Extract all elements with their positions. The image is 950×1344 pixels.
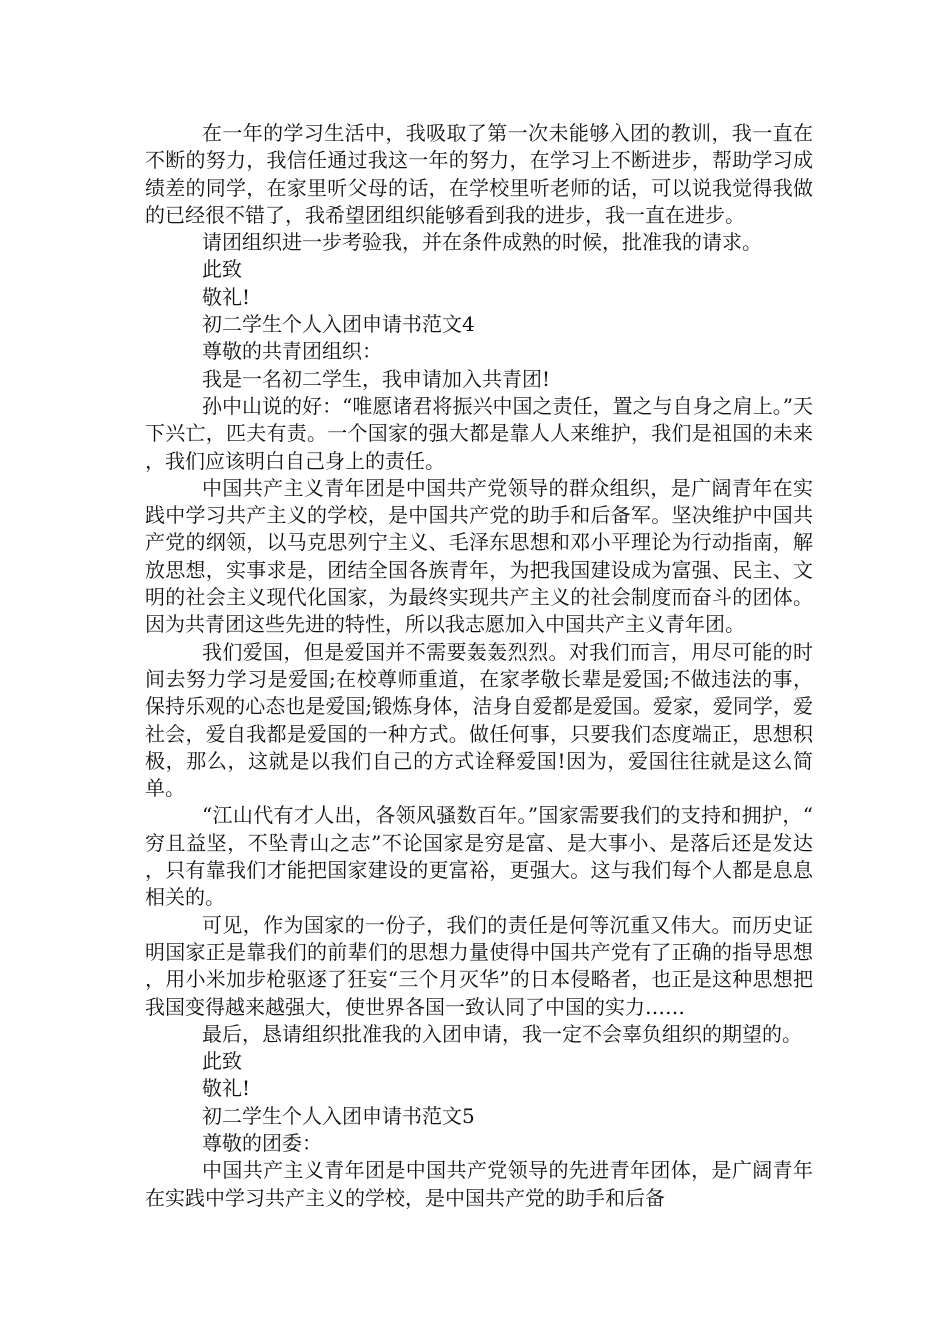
- letter-greeting: 尊敬的共青团组织：: [202, 339, 382, 364]
- paragraph-intro: 我是一名初二学生，我申请加入共青团!: [202, 366, 551, 391]
- paragraph-patriotism: 我们爱国，但是爱国并不需要轰轰烈烈。对我们而言，用尽可能的时间去努力学习是爱国;在校尊师重道，在家孝敬长辈是爱国;不做违法的事，保持乐观的心态也是爱国;锻炼身体，洁身自爱都是爱国。爱家，爱同学，爱社会，爱自我都是爱国的一种方式。做任何事，只要我们态度端正，思想积极，那么，这就是以我们自己的方式诠释爱国!因为，爱国往往就是这么简单。: [145, 639, 813, 801]
- closing-salutation: 此致: [202, 257, 242, 282]
- paragraph-responsibility: 可见，作为国家的一份子，我们的责任是何等沉重又伟大。而历史证明国家正是靠我们的前辈们的思想力量使得中国共产党有了正确的指导思想，用小米加步枪驱逐了狂妄“三个月灭华”的日本侵略者，也正是这种思想把我国变得越来越强大，使世界各国一致认同了中国的实力……: [145, 912, 813, 1019]
- paragraph-final-request: 最后，恳请组织批准我的入团申请，我一定不会辜负组织的期望的。: [202, 1021, 802, 1046]
- section-title-sample-4: 初二学生个人入团申请书范文4: [202, 312, 475, 337]
- paragraph-quote: 孙中山说的好：“唯愿诸君将振兴中国之责任，置之与自身之肩上。”天下兴亡，匹夫有责。一个国家的强大都是靠人人来维护，我们是祖国的未来，我们应该明白自己身上的责任。: [145, 393, 813, 473]
- closing-salutation: 此致: [202, 1049, 242, 1074]
- closing-regards: 敬礼!: [202, 1076, 251, 1101]
- letter-greeting: 尊敬的团委：: [202, 1130, 322, 1155]
- document-body: [145, 120, 813, 1212]
- paragraph-league-description: 中国共产主义青年团是中国共产党领导的群众组织，是广阔青年在实践中学习共产主义的学校，是中国共产党的助手和后备军。坚决维护中国共产党的纲领，以马克思列宁主义、毛泽东思想和邓小平理论为行动指南，解放思想，实事求是，团结全国各族青年，为把我国建设成为富强、民主、文明的社会主义现代化国家，为最终实现共产主义的社会制度而奋斗的团体。因为共青团这些先进的特性，所以我志愿加入中国共产主义青年团。: [145, 475, 813, 637]
- paragraph-poem: “江山代有才人出，各领风骚数百年。”国家需要我们的支持和拥护，“穷且益坚，不坠青山之志”不论国家是穷是富、是大事小、是落后还是发达，只有靠我们才能把国家建设的更富裕，更强大。这与我们每个人都是息息相关的。: [145, 803, 813, 910]
- paragraph-league-intro: 中国共产主义青年团是中国共产党领导的先进青年团体，是广阔青年在实践中学习共产主义的学校，是中国共产党的助手和后备: [145, 1158, 813, 1210]
- section-title-sample-5: 初二学生个人入团申请书范文5: [202, 1103, 475, 1128]
- paragraph-progress: 在一年的学习生活中，我吸取了第一次未能够入团的教训，我一直在不断的努力，我信任通过我这一年的努力，在学习上不断进步，帮助学习成绩差的同学，在家里听父母的话，在学校里听老师的话，可以说我觉得我做的已经很不错了，我希望团组织能够看到我的进步，我一直在进步。: [145, 121, 813, 227]
- paragraph-request: 请团组织进一步考验我，并在条件成熟的时候，批准我的请求。: [202, 230, 762, 255]
- closing-regards: 敬礼!: [202, 284, 251, 309]
